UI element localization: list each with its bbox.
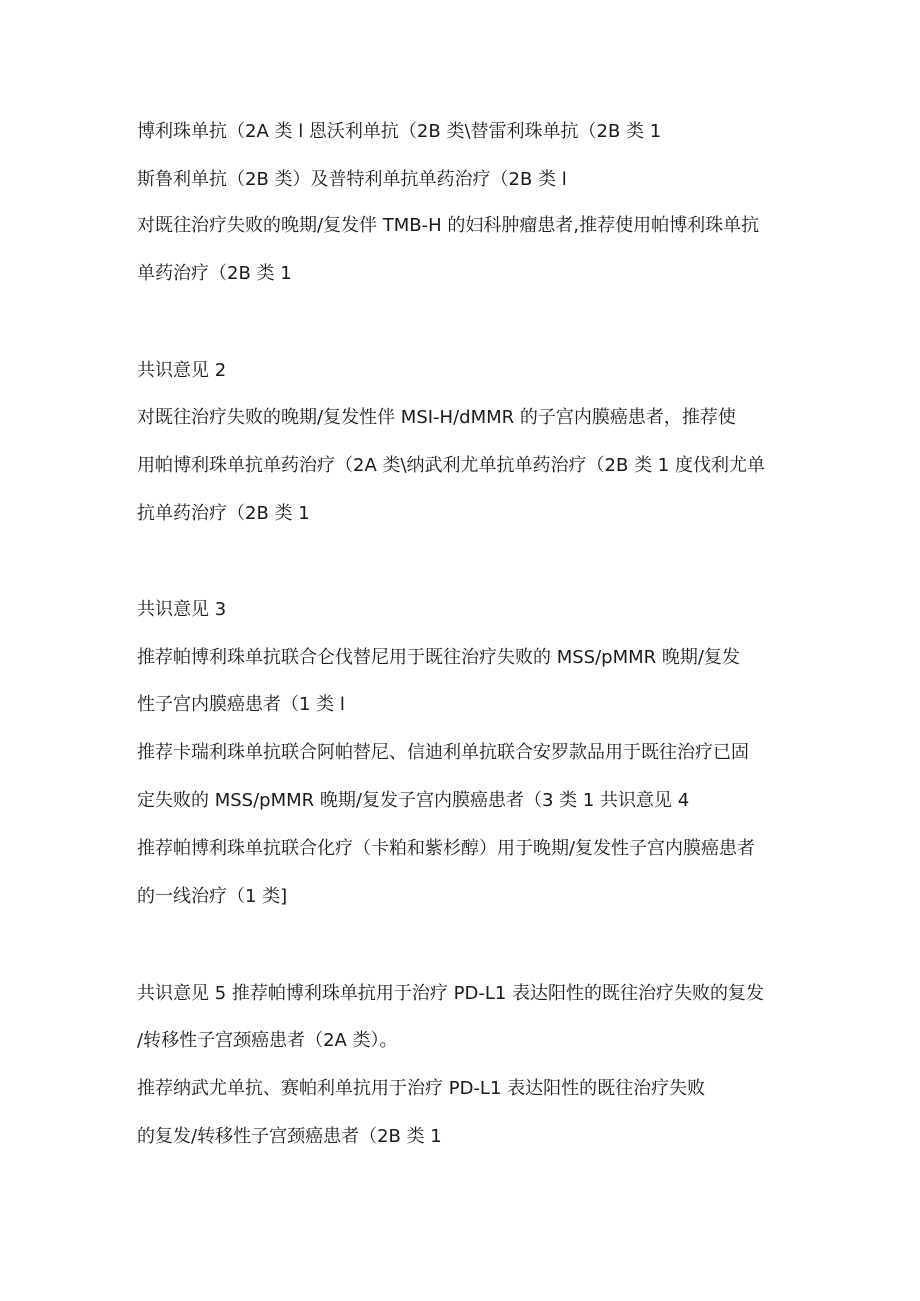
text-line: 推荐纳武尤单抗、赛帕利单抗用于治疗 PD-L1 表达阳性的既往治疗失败 <box>137 1078 706 1099</box>
text-line: 抗单药治疗（2B 类 1 <box>137 503 310 524</box>
section-heading: 共识意见 2 <box>137 360 227 381</box>
section-heading: 共识意见 3 <box>137 599 227 620</box>
text-line: 定失败的 MSS/pMMR 晚期/复发子宫内膜癌患者（3 类 1 共识意见 4 <box>137 790 690 811</box>
text-line: 对既往治疗失败的晚期/复发性伴 MSI-H/dMMR 的子宫内膜癌患者，推荐使 <box>137 407 736 428</box>
text-line: 斯鲁利单抗（2B 类）及普特利单抗单药治疗（2B 类 l <box>137 169 567 190</box>
text-line: 的复发/转移性子宫颈癌患者（2B 类 1 <box>137 1126 442 1147</box>
text-line: 推荐帕博利珠单抗联合仑伐替尼用于既往治疗失败的 MSS/pMMR 晚期/复发 <box>137 647 740 668</box>
text-line: 博利珠单抗（2A 类 l 恩沃利单抗（2B 类\替雷利珠单抗（2B 类 1 <box>137 121 662 142</box>
text-line: 对既往治疗失败的晚期/复发伴 TMB-H 的妇科肿瘤患者,推荐使用帕博利珠单抗 <box>137 215 760 236</box>
text-line: 推荐帕博利珠单抗联合化疗（卡粕和紫杉醇）用于晚期/复发性子宫内膜癌患者 <box>137 838 756 859</box>
text-line: 性子宫内膜癌患者（1 类 l <box>137 694 345 715</box>
text-line: 推荐卡瑞利珠单抗联合阿帕替尼、信迪利单抗联合安罗款品用于既往治疗已固 <box>137 742 749 763</box>
text-line: 用帕博利珠单抗单药治疗（2A 类\纳武利尤单抗单药治疗（2B 类 1 度伐利尤单 <box>137 455 765 476</box>
text-line: /转移性子宫颈癌患者（2A 类）。 <box>137 1030 398 1051</box>
text-line: 的一线治疗（1 类] <box>137 886 288 907</box>
text-line: 共识意见 5 推荐帕博利珠单抗用于治疗 PD-L1 表达阳性的既往治疗失败的复发 <box>137 983 765 1004</box>
text-line: 单药治疗（2B 类 1 <box>137 263 292 284</box>
